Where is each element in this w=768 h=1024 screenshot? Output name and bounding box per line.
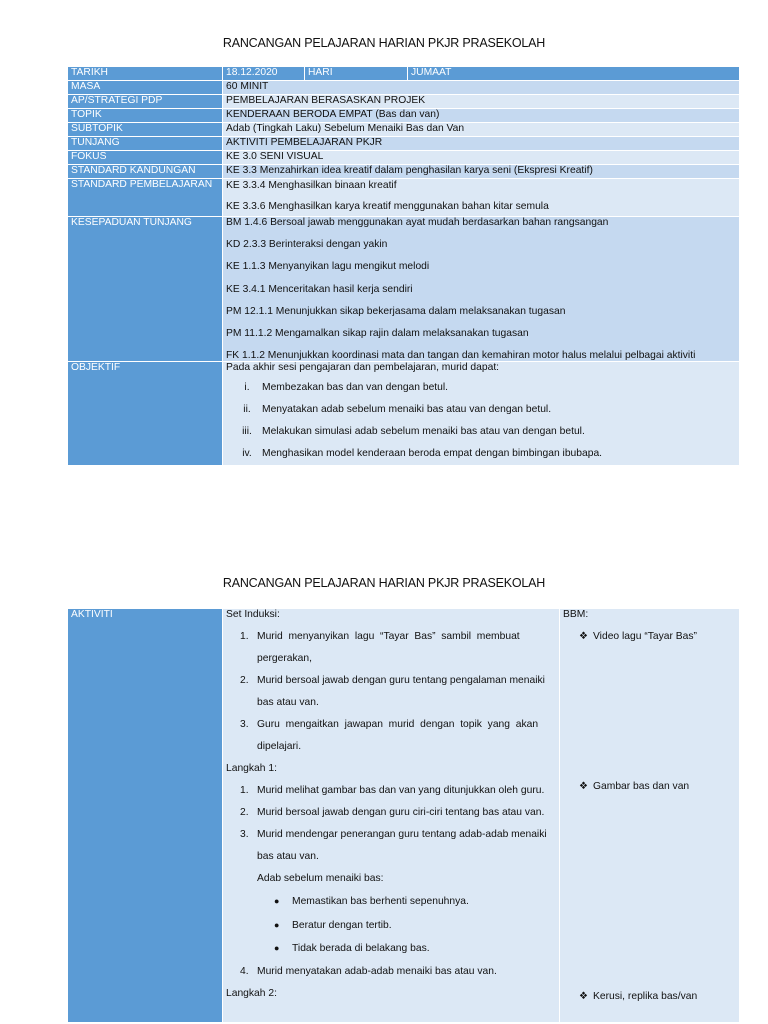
set-item-num: 3. [240,719,249,730]
row-standard-kandungan [68,165,740,179]
aktiviti-content [223,609,560,1023]
objektif-label: OBJEKTIF [68,362,223,466]
kesepaduan-tunjang-value [223,217,740,362]
standard-pembelajaran-label: STANDARD PEMBELAJARAN [68,179,223,217]
langkah1-item-num: 3. [240,829,249,840]
langkah1-item-cont: bas atau van. [257,851,319,862]
objektif-text: Melakukan simulasi adab sebelum menaiki bas atau van dengan betul. [262,426,585,438]
row-fokus [68,151,740,165]
fokus-value: KE 3.0 SENI VISUAL [223,151,740,165]
row-objektif [68,362,740,466]
activity-table [67,608,740,1023]
langkah1-item-text: Murid menyatakan adab-adab menaiki bas atau van. [257,965,497,977]
objektif-num: i. [244,382,250,394]
langkah1-item-num: 2. [240,807,249,818]
lesson-plan-title-2: RANCANGAN PELAJARAN HARIAN PKJR PRASEKOLAH [222,576,546,590]
tunjang-label: TUNJANG [68,137,223,151]
objektif-num: iii. [242,426,252,438]
objektif-value [223,362,740,466]
bbm-item [563,626,736,648]
bbm-heading: BBM: [563,609,589,620]
adab-bullet [226,937,551,961]
aktiviti-label: AKTIVITI [68,609,223,1023]
row-subtopik [68,123,740,137]
objektif-text: Membezakan bas dan van dengan betul. [262,382,449,394]
hari-label: HARI [305,67,408,81]
subtopik-value: Adab (Tingkah Laku) Sebelum Menaiki Bas dan Van [223,123,740,137]
sp-line: KE 3.3.6 Menghasilkan karya kreatif menggunakan bahan kitar semula [226,201,549,212]
objektif-item [226,421,736,443]
bullet-icon: ● [274,896,280,906]
langkah1-item-text: Murid melihat gambar bas dan van yang ditunjukkan oleh guru. [257,785,545,796]
objektif-item [226,399,736,421]
objektif-num: ii. [243,404,251,416]
adab-bullet [226,914,551,938]
kt-line: KE 1.1.3 Menyanyikan lagu mengikut melodi [226,261,430,273]
langkah1-item-num: 4. [240,965,249,977]
kt-line: KE 3.4.1 Menceritakan hasil kerja sendiri [226,283,413,295]
standard-kandungan-value: KE 3.3 Menzahirkan idea kreatif dalam penghasilan karya seni (Ekspresi Kreatif) [223,165,740,179]
strategi-label: AP/STRATEGI PDP [68,95,223,109]
tarikh-label: TARIKH [68,67,223,81]
objektif-item [226,377,736,399]
topik-label: TOPIK [68,109,223,123]
adab-heading: Adab sebelum menaiki bas: [257,873,384,884]
set-item-text: Murid bersoal jawab dengan guru tentang pengalaman menaiki [257,675,545,686]
row-tunjang [68,137,740,151]
langkah-1-heading: Langkah 1: [226,763,277,774]
sp-line: KE 3.3.4 Menghasilkan binaan kreatif [226,180,397,191]
diamond-bullet-icon: ❖ [579,781,588,792]
kt-line: PM 11.1.2 Mengamalkan sikap rajin dalam melaksanakan tugasan [226,327,529,339]
bbm-item-text: Gambar bas dan van [593,781,690,792]
fokus-label: FOKUS [68,151,223,165]
tarikh-value: 18.12.2020 [223,67,305,81]
kt-line: PM 12.1.1 Menunjukkan sikap bekerjasama dalam melaksanakan tugasan [226,305,566,317]
langkah1-item [226,802,551,824]
langkah1-item-text: Murid bersoal jawab dengan guru ciri-ciri tentang bas atau van. [257,807,545,818]
langkah1-item [226,780,551,802]
langkah-2-heading: Langkah 2: [226,987,277,999]
set-item-num: 2. [240,675,249,686]
bullet-icon: ● [274,919,280,930]
standard-kandungan-label: STANDARD KANDUNGAN [68,165,223,179]
langkah1-item [226,824,551,846]
set-item-text: Guru mengaitkan jawapan murid dengan topik yang akan [257,719,539,730]
objektif-text: Menghasikan model kenderaan beroda empat dengan bimbingan ibubapa. [262,448,603,460]
set-induksi-heading: Set Induksi: [226,609,280,620]
set-item [226,626,551,648]
langkah1-item [226,961,551,983]
row-masa [68,81,740,95]
kesepaduan-tunjang-label: KESEPADUAN TUNJANG [68,217,223,362]
diamond-bullet-icon: ❖ [579,631,588,642]
bbm-item-text: Kerusi, replika bas/van [593,991,698,1002]
objektif-num: iv. [242,448,252,460]
adab-bullet-text: Memastikan bas berhenti sepenuhnya. [292,896,469,907]
standard-pembelajaran-value [223,179,740,217]
masa-label: MASA [68,81,223,95]
masa-value: 60 MINIT [223,81,740,95]
set-item [226,670,551,692]
bbm-item [563,776,736,798]
row-standard-pembelajaran [68,179,740,217]
row-aktiviti [68,609,740,1023]
bbm-content [560,609,740,1023]
set-item-text: Murid menyanyikan lagu “Tayar Bas” sambil membuat [257,631,520,642]
langkah1-item-text: Murid mendengar penerangan guru tentang adab-adab menaiki [257,829,547,840]
bbm-item-text: Video lagu “Tayar Bas” [593,631,697,642]
adab-bullet-text: Tidak berada di belakang bas. [292,943,430,954]
set-item [226,714,551,736]
topik-value: KENDERAAN BERODA EMPAT (Bas dan van) [223,109,740,123]
bbm-item [563,986,736,1008]
objektif-intro: Pada akhir sesi pengajaran dan pembelajaran, murid dapat: [226,362,500,374]
subtopik-label: SUBTOPIK [68,123,223,137]
strategi-value: PEMBELAJARAN BERASASKAN PROJEK [223,95,740,109]
lesson-plan-table [67,66,740,466]
kt-line: KD 2.3.3 Berinteraksi dengan yakin [226,239,388,251]
tunjang-value: AKTIVITI PEMBELAJARAN PKJR [223,137,740,151]
bullet-icon: ● [274,943,280,953]
set-item-num: 1. [240,631,249,642]
kt-line: FK 1.1.2 Menunjukkan koordinasi mata dan tangan dan kemahiran motor halus melalui pelbagai aktiviti [226,350,696,362]
objektif-text: Menyatakan adab sebelum menaiki bas atau van dengan betul. [262,404,552,416]
lesson-plan-title: RANCANGAN PELAJARAN HARIAN PKJR PRASEKOLAH [222,36,546,50]
set-item-cont: bas atau van. [257,697,319,708]
objektif-item [226,443,736,465]
row-strategi [68,95,740,109]
row-tarikh [68,67,740,81]
set-item-cont: pergerakan, [257,653,312,664]
adab-bullet-text: Beratur dengan tertib. [292,919,392,931]
diamond-bullet-icon: ❖ [579,991,588,1002]
kt-line: BM 1.4.6 Bersoal jawab menggunakan ayat mudah berdasarkan bahan rangsangan [226,217,609,228]
hari-value: JUMAAT [408,67,740,81]
row-kesepaduan-tunjang [68,217,740,362]
set-item-cont: dipelajari. [257,741,302,752]
row-topik [68,109,740,123]
langkah1-item-num: 1. [240,785,249,796]
adab-bullet [226,890,551,914]
